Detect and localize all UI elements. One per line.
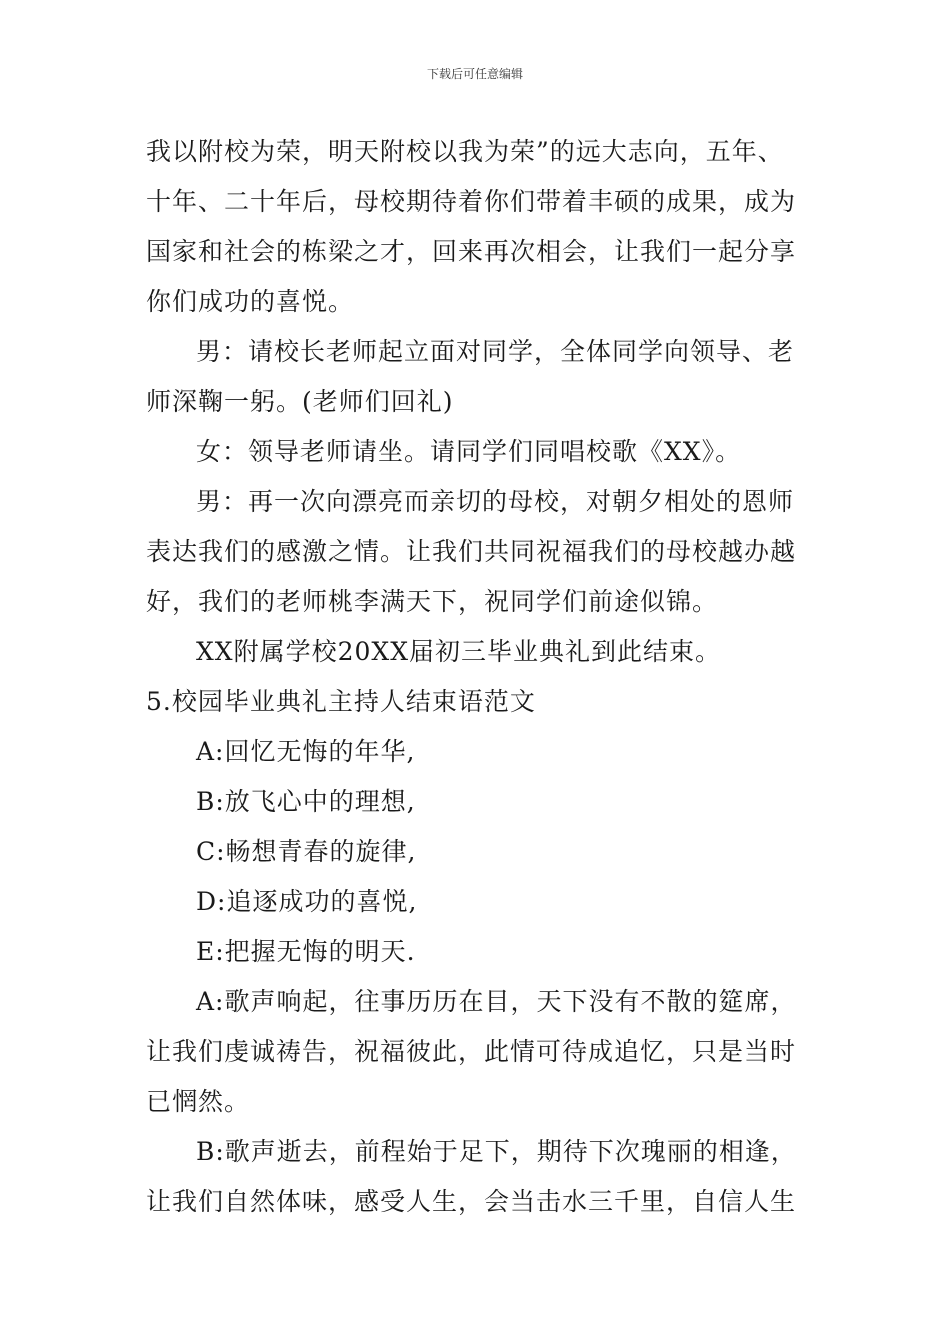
page-header: 下载后可任意编辑 [426,67,523,81]
paragraph-line: 女：领导老师请坐。请同学们同唱校歌《XX》。 [196,437,742,466]
paragraph-line: A:回忆无悔的年华, [196,737,416,766]
paragraph-line: 好，我们的老师桃李满天下，祝同学们前途似锦。 [146,587,719,616]
paragraph-line: 国家和社会的栋梁之才，回来再次相会，让我们一起分享 [146,237,797,266]
paragraph-line: 让我们自然体味，感受人生，会当击水三千里，自信人生 [146,1187,797,1216]
paragraph-line: A:歌声响起，往事历历在目，天下没有不散的筵席， [196,987,797,1016]
paragraph-line: XX附属学校20XX届初三毕业典礼到此结束。 [196,637,722,666]
paragraph-line: B:放飞心中的理想, [196,787,416,816]
paragraph-line: 你们成功的喜悦。 [146,287,355,316]
paragraph-line: D:追逐成功的喜悦, [196,887,418,916]
section-heading: 5.校园毕业典礼主持人结束语范文 [146,687,536,716]
paragraph-line: 师深鞠一躬。(老师们回礼) [146,387,454,416]
paragraph-line: 我以附校为荣，明天附校以我为荣”的远大志向，五年、 [146,137,784,166]
paragraph-line: 让我们虔诚祷告，祝福彼此，此情可待成追忆，只是当时 [146,1037,797,1066]
paragraph-line: 表达我们的感激之情。让我们共同祝福我们的母校越办越 [146,537,797,566]
document-body [146,127,811,1227]
paragraph-line: C:畅想青春的旋律, [196,837,417,866]
paragraph-line: 已惘然。 [146,1087,251,1116]
paragraph-line: 男：请校长老师起立面对同学，全体同学向领导、老 [196,337,795,366]
paragraph-line: B:歌声逝去，前程始于足下，期待下次瑰丽的相逢， [196,1137,797,1166]
paragraph-line: E:把握无悔的明天. [196,937,416,966]
paragraph-line: 男：再一次向漂亮而亲切的母校，对朝夕相处的恩师 [196,487,795,516]
paragraph-line: 十年、二十年后，母校期待着你们带着丰硕的成果，成为 [146,187,797,216]
